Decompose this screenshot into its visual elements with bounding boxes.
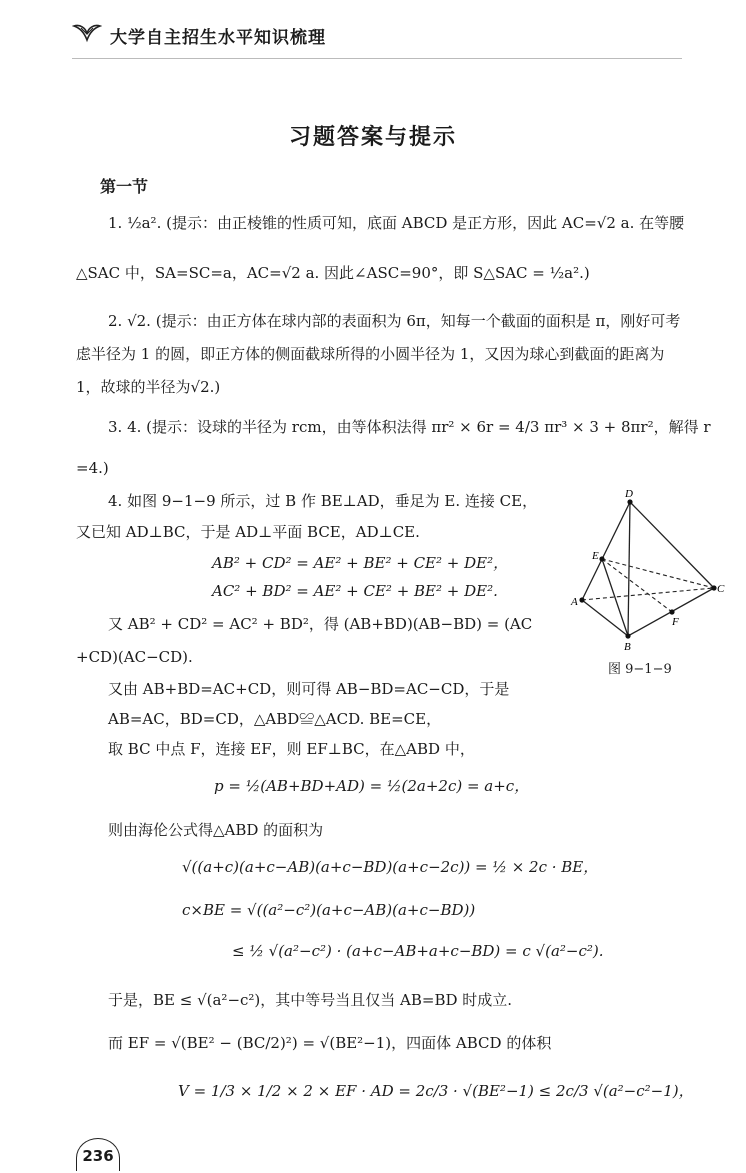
edge-dc xyxy=(630,502,714,588)
text-line: 2. √2. (提示：由正方体在球内部的表面积为 6π，知每一个截面的面积是 π，刚好可考 xyxy=(108,312,681,330)
page-number: 236 xyxy=(76,1138,120,1171)
edge-db xyxy=(628,502,630,636)
label-b: B xyxy=(624,641,631,653)
section-heading: 第一节 xyxy=(100,177,149,196)
label-a: A xyxy=(571,596,578,608)
text-line: AB=AC，BD=CD，△ABD≌△ACD. BE=CE， xyxy=(108,710,442,728)
figure-caption: 图 9−1−9 xyxy=(608,662,672,677)
text-line: 而 EF = √(BE² − (BC/2)²) = √(BE²−1)，四面体 ABCD 的体积 xyxy=(108,1034,552,1052)
text-line: 又 AB² + CD² = AC² + BD²，得 (AB+BD)(AB−BD) = (AC xyxy=(108,615,533,633)
equation: p = ½(AB+BD+AD) = ½(2a+2c) = a+c， xyxy=(214,777,530,795)
text-line: +CD)(AC−CD). xyxy=(76,648,193,666)
header-rule xyxy=(72,58,682,59)
text-line: 4. 如图 9−1−9 所示，过 B 作 BE⊥AD，垂足为 E. 连接 CE， xyxy=(108,492,538,510)
text-line: 于是，BE ≤ √(a²−c²)，其中等号当且仅当 AB=BD 时成立. xyxy=(108,991,513,1009)
text-line: 又由 AB+BD=AC+CD，则可得 AB−BD=AC−CD，于是 xyxy=(108,680,510,698)
text-line: 3. 4. (提示：设球的半径为 rcm，由等体积法得 πr² × 6r = 4/3 πr³ × 3 + 8πr²，解得 r xyxy=(108,418,711,436)
equation: V = 1/3 × 1/2 × 2 × EF · AD = 2c/3 · √(BE²−1) ≤ 2c/3 √(a²−c²−1)， xyxy=(178,1082,694,1100)
bird-logo-icon xyxy=(72,22,102,48)
point-b xyxy=(625,633,630,638)
text-line: =4.) xyxy=(76,459,109,477)
point-f xyxy=(669,609,674,614)
equation: AC² + BD² = AE² + CE² + BE² + DE². xyxy=(212,582,498,600)
page-title: 习题答案与提示 xyxy=(288,125,457,150)
label-d: D xyxy=(625,488,633,500)
text-line: 1，故球的半径为√2.) xyxy=(76,378,221,396)
label-e: E xyxy=(592,550,599,562)
text-line: 1. ½a². (提示：由正棱锥的性质可知，底面 ABCD 是正方形，因此 AC=√2 a. 在等腰 xyxy=(108,214,685,232)
equation: c×BE = √((a²−c²)(a+c−AB)(a+c−BD)) xyxy=(182,901,476,919)
edge-da xyxy=(582,502,630,600)
running-header xyxy=(72,22,326,48)
text-line: 取 BC 中点 F，连接 EF，则 EF⊥BC，在△ABD 中， xyxy=(108,740,475,758)
label-f: F xyxy=(672,616,679,628)
header-title: 大学自主招生水平知识梳理 xyxy=(110,27,326,48)
text-line: 虑半径为 1 的圆，即正方体的侧面截球所得的小圆半径为 1，又因为球心到截面的距离为 xyxy=(76,345,665,363)
tetrahedron-figure xyxy=(568,484,728,656)
text-line: 又已知 AD⊥BC，于是 AD⊥平面 BCE，AD⊥CE. xyxy=(76,523,420,541)
edge-ab xyxy=(582,600,628,636)
text-line: 则由海伦公式得△ABD 的面积为 xyxy=(108,821,324,839)
equation: ≤ ½ √(a²−c²) · (a+c−AB+a+c−BD) = c √(a²−c²). xyxy=(232,942,604,960)
text-line: △SAC 中，SA=SC=a，AC=√2 a. 因此∠ASC=90°，即 S△SAC = ½a².) xyxy=(76,264,590,282)
point-d xyxy=(627,499,632,504)
point-a xyxy=(579,597,584,602)
point-c xyxy=(711,585,716,590)
label-c: C xyxy=(717,583,725,595)
point-e xyxy=(599,556,604,561)
segment-ce-hidden xyxy=(602,559,714,588)
segment-ef-hidden xyxy=(602,559,672,612)
equation: AB² + CD² = AE² + BE² + CE² + DE²， xyxy=(212,554,509,572)
equation: √((a+c)(a+c−AB)(a+c−BD)(a+c−2c)) = ½ × 2c · BE， xyxy=(182,858,599,876)
